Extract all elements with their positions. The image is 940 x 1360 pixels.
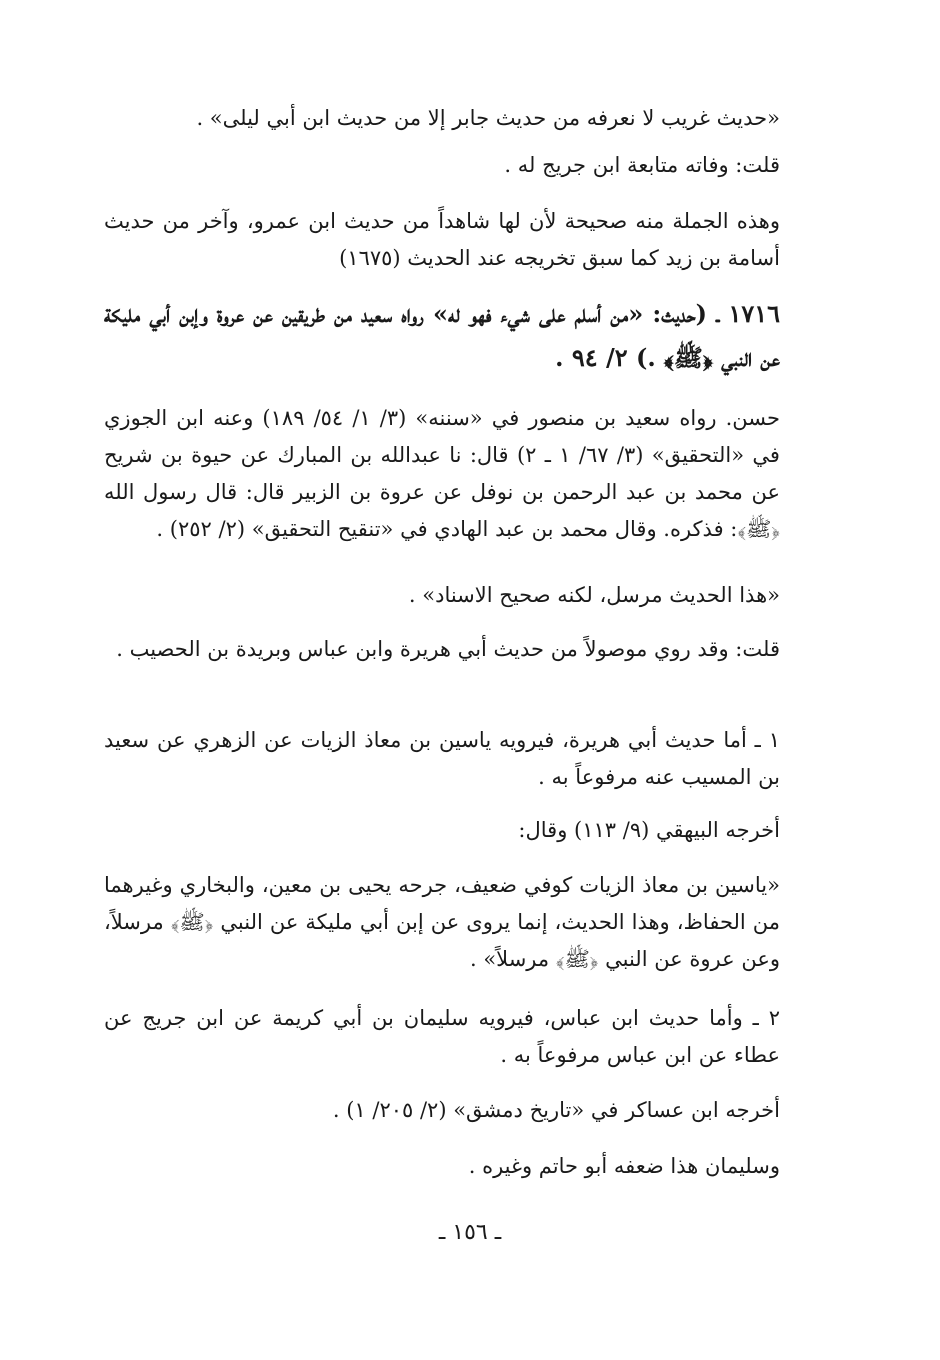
- paragraph-hasan-takhrij: حسن. رواه سعيد بن منصور في «سننه» (٣/ ١/ ٥٤/ ١٨٩) وعنه ابن الجوزي في «التحقيق» (٣/ ٦٧/ ١ ـ ٢) قال: نا عبدالله بن المبارك عن حيوة بن شريح عن محمد بن عبد الرحمن بن نوفل عن عروة بن الزبير قال: قال رسول الله ﴿ﷺ﴾: فذكره. وقال محمد بن عبد الهادي في «تنقيح التحقيق» (٢/ ٢٥٢) .: [104, 406, 780, 541]
- paragraph-ibn-abbas: ٢ ـ وأما حديث ابن عباس، فيرويه سليمان بن أبي كريمة عن ابن جريج عن عطاء عن ابن عباس مرفوعاً به .: [104, 1006, 780, 1067]
- paragraph-abu-hurayra: ١ ـ أما حديث أبي هريرة، فيرويه ياسين بن معاذ الزيات عن الزهري عن سعيد بن المسيب عنه مرفوعاً به .: [104, 728, 780, 789]
- paragraph-yasin-quote: «ياسين بن معاذ الزيات كوفي ضعيف، جرحه يحيى بن معين، والبخاري وغيرهما من الحفاظ، وهذا الحديث، إنما يروى عن إبن أبي مليكة عن النبي ﴿ﷺ﴾ مرسلاً، وعن عروة عن النبي ﴿ﷺ﴾ مرسلاً» .: [104, 873, 780, 971]
- paragraph-ibn-asakir: أخرجه ابن عساكر في «تاريخ دمشق» (٢/ ٢٠٥/ ١) .: [332, 1098, 780, 1122]
- hadith-1716-heading: ١٧١٦ ـ (حديث: «من أسلم على شيء فهو له» رواه سعيد من طريقين عن عروة وإبن أبي مليكة عن النبي ﴿ﷺ﴾ .) ٢/ ٩٤ .: [104, 299, 781, 372]
- paragraph-sulayman-daif: وسليمان هذا ضعفه أبو حاتم وغيره .: [468, 1154, 780, 1178]
- paragraph-mursal-quote: «هذا الحديث مرسل، لكنه صحيح الاسناد» .: [408, 583, 780, 607]
- paragraph-quote-gharib: «حديث غريب لا نعرفه من حديث جابر إلا من حديث ابن أبي ليلى» .: [196, 106, 780, 130]
- paragraph-shahid-note: وهذه الجملة منه صحيحة لأن لها شاهداً من حديث ابن عمرو، وآخر من حديث أسامة بن زيد كما سبق تخريجه عند الحديث (١٦٧٥): [104, 209, 780, 270]
- paragraph-qult-ibn-jurayj: قلت: وفاته متابعة ابن جريج له .: [504, 153, 780, 177]
- paragraph-bayhaqi: أخرجه البيهقي (٩/ ١١٣) وقال:: [518, 818, 780, 842]
- page-number: ـ ١٥٦ ـ: [438, 1220, 502, 1245]
- paragraph-mawsul-note: قلت: وقد روي موصولاً من حديث أبي هريرة وابن عباس وبريدة بن الحصيب .: [116, 637, 780, 661]
